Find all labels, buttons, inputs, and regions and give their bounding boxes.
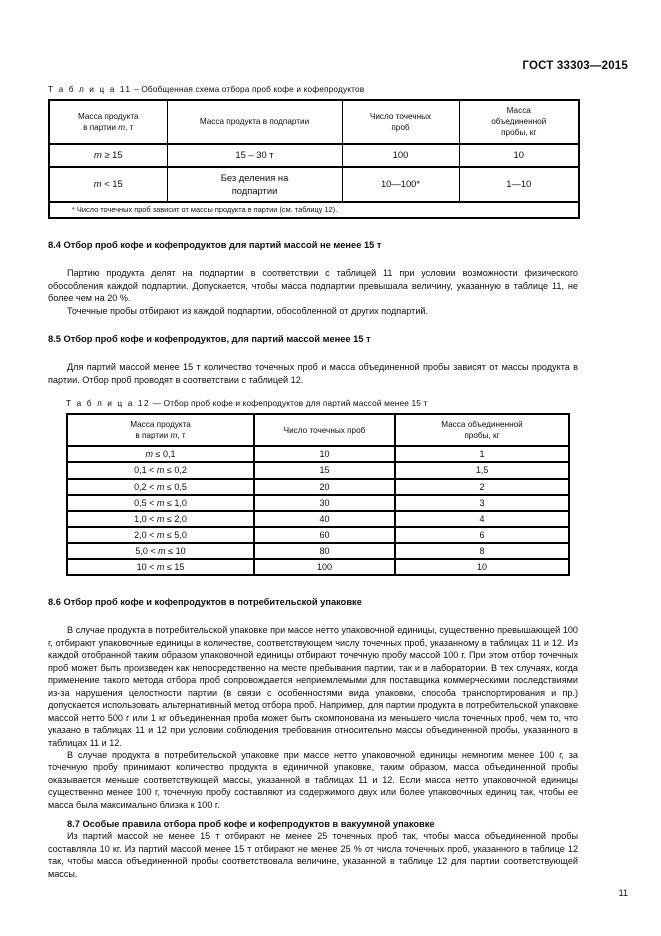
table12-header-cell-point-count: Число точечных проб — [254, 414, 395, 446]
table11-row1-rest: < 15 — [101, 178, 123, 190]
t12-r0-post: ≤ 0,1 — [153, 449, 176, 460]
table11-header-line1: Масса продукта — [77, 111, 139, 121]
table11-header-line2-var: m — [118, 122, 126, 132]
t12-r3-var: m — [156, 497, 165, 508]
table-row — [67, 446, 569, 462]
t12-r7-pre: 10 < — [136, 562, 157, 573]
table12-cell-mass-lot — [67, 495, 254, 511]
table12-header-line2-pre: в партии — [135, 431, 171, 441]
table11-header-cell-mass-lot — [49, 100, 167, 144]
table12-header-row — [67, 414, 569, 446]
table12-cell-point-count: 80 — [254, 543, 395, 559]
t12-r5-var: m — [156, 529, 165, 540]
table11-row1-c2-line1: Без деления на — [220, 171, 289, 183]
t12-r6-var: m — [158, 546, 166, 557]
table11-cell-combined-mass: 1—10 — [459, 167, 579, 202]
table11-cell-point-count: 10—100* — [342, 167, 459, 202]
table11-header-col3-line1: Число точечных — [369, 111, 432, 121]
table12-header-col3-line2: пробы, кг — [464, 431, 500, 441]
t12-r5-post: ≤ 5,0 — [164, 529, 187, 540]
t12-r1-var: m — [156, 465, 165, 476]
t12-r2-post: ≤ 0,5 — [164, 481, 187, 492]
heading-8-5: 8.5 Отбор проб кофе и кофепродуктов, для партий массой менее 15 т — [48, 334, 371, 345]
table12-cell-mass-lot — [67, 527, 254, 543]
spacer — [48, 219, 578, 239]
t12-r4-var: m — [156, 513, 165, 524]
table12-cell-point-count: 15 — [254, 462, 395, 478]
table12-caption-text: — Отбор проб кофе и кофепродуктов для партий массой менее 15 т — [150, 398, 428, 409]
t12-r4-pre: 1,0 < — [134, 513, 157, 524]
table-row — [67, 527, 569, 543]
t12-r1-post: ≤ 0,2 — [164, 465, 187, 476]
table11-header-col4-line3: пробы, кг — [501, 128, 537, 138]
spacer — [48, 576, 578, 596]
t12-r2-var: m — [156, 481, 165, 492]
paragraph-8-7-1: Из партий массой не менее 15 т отбирают не менее 25 точечных проб так, чтобы масса объединенной пробы составляла 10 кг. Из партий массой менее 15 т отбирают не менее 25 % от числа точечных проб, указанного в таблице 12 так, чтобы масса объединенной пробы соответствовала величине, указанной в таблице 12 для партии соответствующей массы. — [48, 831, 578, 879]
table12-caption — [66, 398, 568, 408]
table12-header-line1: Масса продукта — [130, 420, 191, 430]
table11-footnote-row — [49, 202, 579, 218]
t12-r2-pre: 0,2 < — [134, 481, 157, 492]
table12-cell-combined-mass: 1 — [395, 446, 569, 462]
table12-cell-mass-lot — [67, 462, 254, 478]
table12-cell-mass-lot — [67, 511, 254, 527]
table11-caption — [48, 84, 578, 94]
table-row — [67, 511, 569, 527]
table12-cell-combined-mass: 10 — [395, 559, 569, 575]
table12-cell-mass-lot — [67, 559, 254, 575]
paragraph-8-5-1: Для партий массой менее 15 т количество точечных проб и масса объединенной пробы зависят от массы продукта в партии. Отбор проб проводят в соответствии с таблицей 12. — [48, 362, 578, 385]
page-content — [48, 84, 578, 880]
table-row — [67, 462, 569, 478]
table11-header-col4-line2: объединенной — [491, 117, 547, 127]
table11-row1-c2-line2: подпартии — [231, 184, 278, 196]
paragraph-8-4-2: Точечные пробы отбирают из каждой подпартии, обособленной от других подпартий. — [67, 305, 428, 316]
table11-row0-var: m — [93, 149, 102, 161]
table12-cell-point-count: 20 — [254, 479, 395, 495]
table11-header-cell-combined-mass — [459, 100, 579, 144]
table11-cell-mass-sublot — [167, 167, 342, 202]
spacer — [48, 251, 578, 267]
table12-cell-mass-lot — [67, 543, 254, 559]
table11-caption-text: – Обобщенная схема отбора проб кофе и кофепродуктов — [131, 84, 365, 94]
spacer — [48, 811, 578, 818]
table12-header-cell-combined-mass — [395, 414, 569, 446]
table11-footnote: * Число точечных проб зависит от массы продукта в партии (см. таблицу 12). — [49, 202, 579, 218]
table11 — [48, 99, 580, 219]
spacer — [48, 345, 578, 361]
table11-cell-mass-lot — [49, 167, 167, 202]
table11-header-cell-mass-sublot: Масса продукта в подпартии — [167, 100, 342, 144]
table11-cell-mass-lot — [49, 144, 167, 167]
spacer — [48, 608, 578, 624]
paragraph-8-6-2: В случае продукта в потребительской упаковке при массе нетто упаковочной единицы немногим менее 100 г, за точечную пробу принимают количество продукта в единичной упаковке, таким образом, масса объединенной пробы оказывается меньше соответствующей массы, указанной в таблицах 11 и 12. Если масса нетто упаковочной единицы существенно менее 100 г, точечную пробу составляют из содержимого двух или более упаковочных единиц так, чтобы ее масса была максимально близка к 100 г. — [48, 749, 578, 810]
spacer — [48, 386, 578, 398]
table-row — [67, 479, 569, 495]
table12-header-line2-post: , т — [177, 431, 186, 441]
table12 — [66, 413, 570, 576]
table-row — [49, 167, 579, 202]
table12-header-cell-mass-lot — [67, 414, 254, 446]
table12-cell-mass-lot — [67, 446, 254, 462]
t12-r7-post: ≤ 15 — [164, 562, 185, 573]
table12-header-line2-var: m — [170, 431, 178, 441]
table-row — [67, 495, 569, 511]
table12-cell-combined-mass: 3 — [395, 495, 569, 511]
table11-header-row — [49, 100, 579, 144]
table12-cell-point-count: 30 — [254, 495, 395, 511]
table12-cell-combined-mass: 6 — [395, 527, 569, 543]
t12-r0-var: m — [145, 449, 154, 460]
spacer — [48, 317, 578, 333]
t12-r1-pre: 0,1 < — [134, 465, 157, 476]
table11-caption-prefix: Т а б л и ц а 11 — [48, 84, 132, 94]
table11-header-cell-point-count — [342, 100, 459, 144]
table-row — [67, 559, 569, 575]
table11-cell-mass-sublot: 15 – 30 т — [167, 144, 342, 167]
table12-header-col3-line1: Масса объединенной — [441, 420, 523, 430]
table11-row1-var: m — [93, 178, 102, 190]
table11-header-line2-pre: в партии — [83, 122, 119, 132]
table12-cell-mass-lot — [67, 479, 254, 495]
table11-header-col3-line2: проб — [391, 122, 410, 132]
table12-cell-combined-mass: 1,5 — [395, 462, 569, 478]
table12-cell-combined-mass: 2 — [395, 479, 569, 495]
t12-r6-pre: 5,0 < — [135, 546, 159, 557]
paragraph-8-6-1: В случае продукта в потребительской упаковке при массе нетто упаковочной единицы, существенно превышающей 100 г, отбирают упаковочные единицы в количестве, соответствующем числу точечных проб, указанному в таблицах 11 и 12. Из каждой отобранной таким образом упаковочной единицы отбирают точечную пробу массой 100 г. При этом отбор точечных проб может быть произведен как непосредственно на месте пребывания партии, так и в лаборатории. В тех случаях, когда применение такого метода отбора проб сопровождается неприемлемыми для поставщика коммерческими последствиями из-за нарушения целостности партии (в связи с особенностями вида упаковки, способа транспортирования и пр.) допускается использовать альтернативный метод отбора проб. Например, для партии продукта в потребительской упаковке массой нетто 500 г или 1 кг объединенная проба может быть скомпонована из меньшего числа точечных проб, чем то, что указано в таблицах 11 и 12 при условии соблюдения требования относительно массы объединенной пробы, указанного в таблицах 11 и 12. — [48, 625, 578, 748]
heading-8-4: 8.4 Отбор проб кофе и кофепродуктов для партий массой не менее 15 т — [48, 240, 382, 251]
heading-8-7: 8.7 Особые правила отбора проб кофе и кофепродуктов в вакуумной упаковке — [67, 819, 435, 830]
table12-cell-point-count: 60 — [254, 527, 395, 543]
table12-cell-point-count: 10 — [254, 446, 395, 462]
table-row — [67, 543, 569, 559]
table12-cell-combined-mass: 4 — [395, 511, 569, 527]
table11-cell-point-count: 100 — [342, 144, 459, 167]
t12-r3-post: ≤ 1,0 — [164, 497, 187, 508]
table11-header-line2-post: , т — [125, 122, 134, 132]
t12-r4-post: ≤ 2,0 — [164, 513, 187, 524]
paragraph-8-4-1: Партию продукта делят на подпартии в соответствии с таблицей 11 при условии возможности физического обособления каждой подпартии. Допускается, чтобы масса подпартии превышала величину, указанную в таблице 11, не более чем на 20 %. — [48, 268, 578, 304]
table12-cell-point-count: 100 — [254, 559, 395, 575]
t12-r3-pre: 0,5 < — [134, 497, 157, 508]
table11-header-col4-line1: Масса — [506, 106, 531, 115]
t12-r5-pre: 2,0 < — [134, 529, 157, 540]
table11-cell-combined-mass: 10 — [459, 144, 579, 167]
table12-cell-combined-mass: 8 — [395, 543, 569, 559]
table12-caption-prefix: Т а б л и ц а 12 — [66, 398, 151, 409]
document-header-standard: ГОСТ 33303—2015 — [522, 60, 628, 72]
t12-r7-var: m — [156, 562, 165, 573]
table12-cell-point-count: 40 — [254, 511, 395, 527]
heading-8-6: 8.6 Отбор проб кофе и кофепродуктов в потребительской упаковке — [48, 597, 362, 608]
page-number: 11 — [618, 888, 628, 898]
t12-r6-post: ≤ 10 — [165, 546, 186, 557]
table11-row0-rest: ≥ 15 — [101, 149, 123, 161]
table12-block — [66, 398, 568, 576]
table-row — [49, 144, 579, 167]
